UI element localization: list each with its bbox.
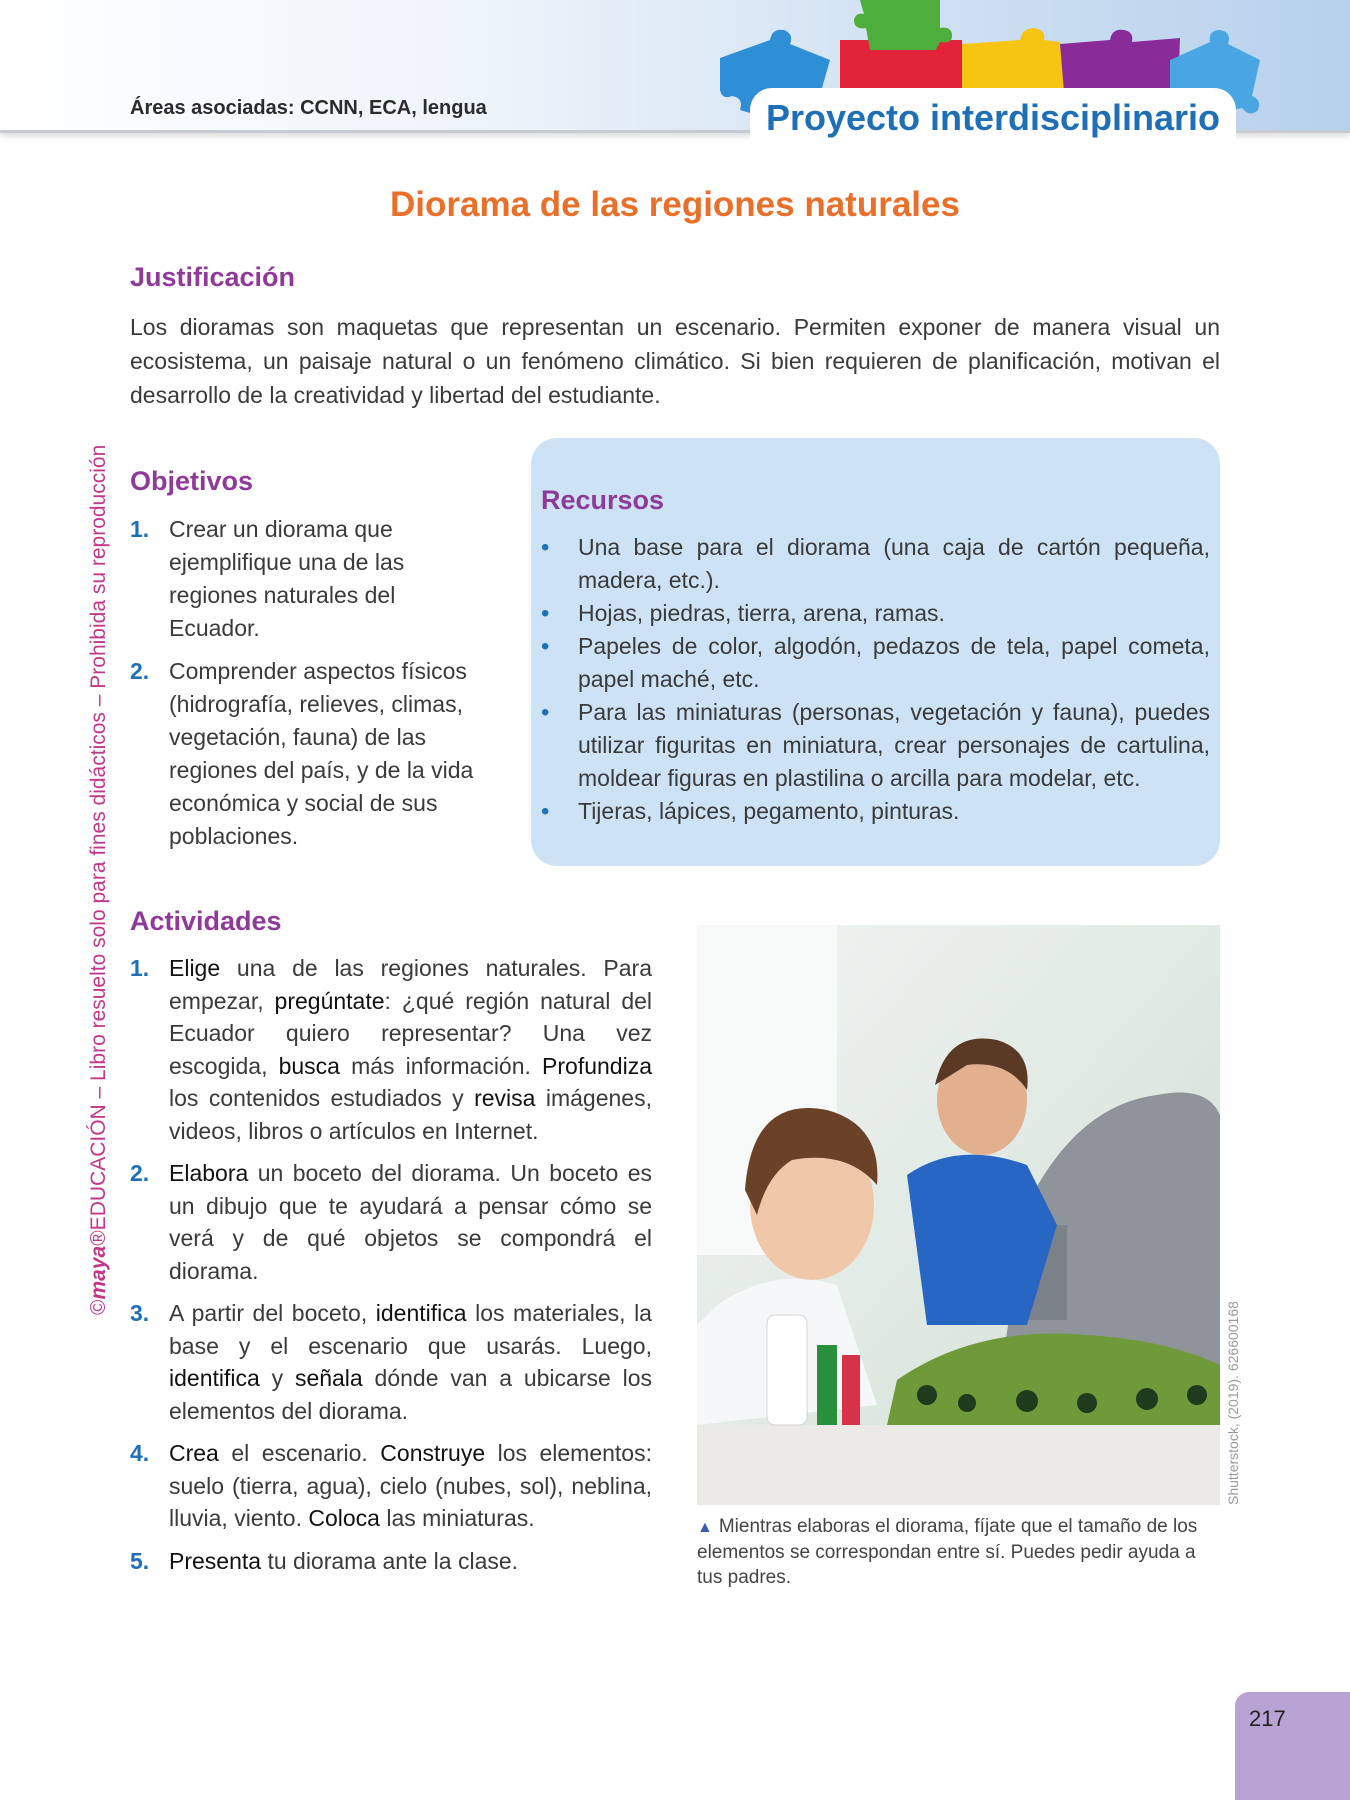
actividad-text	[169, 1160, 652, 1284]
actividad-text	[169, 1440, 652, 1531]
recursos-heading: Recursos	[541, 485, 665, 515]
actividad-text	[169, 955, 652, 1144]
triangle-up-icon: ▲	[697, 1519, 713, 1536]
recurso-item: • Hojas, piedras, tierra, arena, ramas.	[541, 597, 1210, 630]
actividad-text-part: los elementos: suelo (tierra, agua), cielo (nubes, sol), neblina, lluvia, viento.	[169, 1440, 652, 1531]
action-verb: busca	[278, 1052, 340, 1079]
action-verb: identifica	[375, 1300, 467, 1326]
glue-bottle	[767, 1315, 807, 1425]
green-puzzle-piece	[854, 0, 952, 50]
actividad-item	[130, 1297, 652, 1427]
paint-bottle	[842, 1355, 860, 1425]
objetivo-number: 2.	[130, 658, 150, 684]
recurso-item: • Papeles de color, algodón, pedazos de tela, papel cometa, papel maché, etc.	[541, 630, 1210, 696]
objetivos-heading: Objetivos	[130, 466, 254, 496]
action-verb: Profundiza	[542, 1052, 652, 1079]
registered-mark: ®	[87, 1230, 110, 1246]
actividad-text	[169, 1548, 518, 1574]
project-label: Proyecto interdisciplinario	[750, 88, 1236, 144]
page-title: Diorama de las regiones naturales	[390, 185, 960, 224]
page-number: 217	[1235, 1692, 1350, 1800]
actividad-text-part: : ¿qué región natural del Ecuador quiero representar? Una vez escogida,	[169, 987, 653, 1079]
actividad-number: 4.	[130, 1440, 150, 1466]
photo-caption	[697, 1514, 1217, 1590]
action-verb: Presenta	[169, 1547, 262, 1574]
justificacion-heading: Justificación	[130, 262, 296, 292]
action-verb: identifica	[169, 1365, 260, 1391]
actividades-heading: Actividades	[130, 906, 282, 936]
table-surface	[697, 1425, 1220, 1505]
actividad-text-part: los contenidos estudiados y	[169, 1085, 475, 1111]
actividad-item	[130, 1437, 652, 1535]
copyright-text: EDUCACIÓN – Libro resuelto solo para fines didácticos – Prohibida su reproducción	[87, 444, 110, 1231]
copyright-symbol: ©	[87, 1299, 110, 1315]
tree	[958, 1394, 976, 1412]
actividad-item	[130, 1157, 652, 1287]
action-verb: señala	[294, 1365, 363, 1391]
photo-caption-text: Mientras elaboras el diorama, fíjate que el tamaño de los elementos se correspondan entre sí. Puedes pedir ayuda a tus padres.	[697, 1516, 1198, 1588]
recurso-item: • Una base para el diorama (una caja de cartón pequeña, madera, etc.).	[541, 531, 1210, 597]
actividad-number: 5.	[130, 1547, 150, 1574]
tree	[1187, 1385, 1207, 1405]
actividad-text-part: dónde van a ubicarse los elementos del diorama.	[169, 1365, 653, 1424]
objetivo-text: Comprender aspectos físicos (hidrografía, relieves, climas, vegetación, fauna) de las regiones del país, y de la vida económica y social de sus poblaciones.	[169, 658, 474, 849]
actividad-text-part: tu diorama ante la clase.	[261, 1547, 519, 1574]
actividad-number: 3.	[130, 1300, 150, 1326]
tree	[1016, 1390, 1038, 1412]
brand-name: maya	[87, 1245, 110, 1300]
photo-credit: Shutterstock, (2019). 626600168	[1225, 1301, 1241, 1505]
actividad-item	[130, 1545, 652, 1578]
vertical-copyright-text	[87, 445, 111, 1315]
recurso-item: • Tijeras, lápices, pegamento, pinturas.	[541, 795, 1210, 828]
objetivo-number: 1.	[130, 516, 150, 542]
actividad-text-part: el escenario.	[218, 1440, 381, 1466]
tree	[1077, 1393, 1097, 1413]
tree	[917, 1385, 937, 1405]
recurso-item: • Para las miniaturas (personas, vegetación y fauna), puedes utilizar figuritas en miniatura, crear personajes de cartulina, moldear figuras en plastilina o arcilla para modelar, etc.	[541, 696, 1210, 795]
action-verb: revisa	[474, 1085, 536, 1111]
actividades-list	[130, 952, 652, 1587]
action-verb: Crea	[169, 1440, 219, 1466]
actividad-text-part: un boceto del diorama. Un boceto es un dibujo que te ayudará a pensar cómo se verá y de qué objetos se compondrá el diorama.	[169, 1160, 652, 1284]
associated-areas: Áreas asociadas: CCNN, ECA, lengua	[130, 97, 487, 119]
actividad-text	[169, 1300, 652, 1424]
justificacion-text: Los dioramas son maquetas que representan un escenario. Permiten exponer de manera visual un ecosistema, un paisaje natural o un fenómeno climático. Si bien requieren de planificación, motivan el desarrollo de la creatividad y libertad del estudiante.	[130, 314, 1220, 408]
paint-bottle	[817, 1345, 837, 1425]
father-shirt	[907, 1155, 1057, 1325]
recursos-list	[541, 531, 1210, 828]
action-verb: pregúntate	[274, 987, 385, 1014]
actividad-number: 2.	[130, 1160, 150, 1186]
objetivo-item	[130, 513, 490, 645]
actividad-text-part: A partir del boceto,	[169, 1300, 376, 1326]
yellow-puzzle-piece	[962, 28, 1064, 92]
actividad-text-part: una de las regiones naturales. Para empezar,	[169, 955, 652, 1014]
actividad-text-part: las miniaturas.	[379, 1505, 535, 1531]
actividad-text-part: los materiales, la base y el escenario que usarás. Luego,	[169, 1300, 652, 1359]
objetivo-text: Crear un diorama que ejemplifique una de las regiones naturales del Ecuador.	[169, 516, 405, 641]
purple-puzzle-piece	[1060, 30, 1180, 92]
actividad-item	[130, 952, 652, 1147]
actividad-text-part: imágenes, videos, libros o artículos en Internet.	[169, 1085, 652, 1144]
action-verb: Coloca	[308, 1505, 380, 1531]
tree	[1136, 1388, 1158, 1410]
actividad-text-part: y	[259, 1365, 295, 1391]
action-verb: Construye	[380, 1440, 486, 1466]
objetivos-list	[130, 513, 490, 863]
action-verb: Elige	[169, 955, 221, 981]
diorama-photo	[697, 925, 1220, 1505]
actividad-text-part: más información.	[339, 1052, 543, 1079]
action-verb: Elabora	[169, 1160, 249, 1186]
objetivo-item	[130, 655, 490, 853]
actividad-number: 1.	[130, 955, 150, 981]
